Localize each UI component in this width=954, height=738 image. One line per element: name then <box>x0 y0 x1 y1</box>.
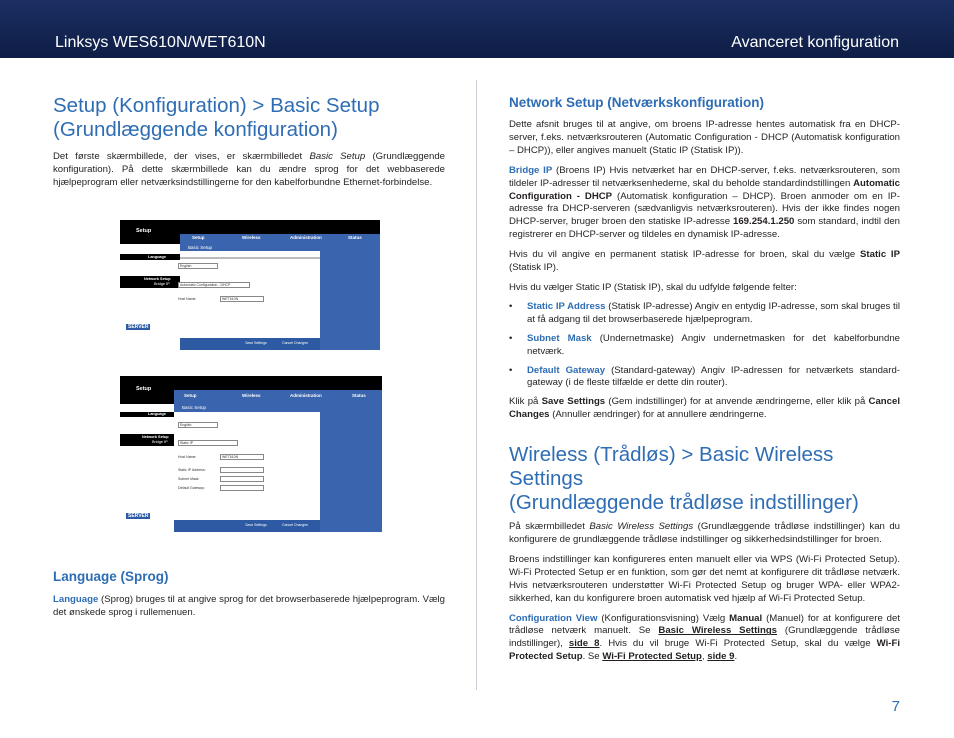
network-paragraph: Dette afsnit bruges til at angive, om broens IP-adresse hentes automatisk fra en DHCP-server, f.eks. netværksrouteren (Automatic Configuration - DHCP (Automatisk konfiguration – DHCP)), eller angives manuelt (Static IP (Statisk IP)). <box>509 119 900 156</box>
shot-mask-field <box>220 476 264 482</box>
basic-wireless-settings-link[interactable]: Basic Wireless Settings <box>658 625 778 637</box>
click-text-2: (Gem indstillinger) for at anvende ændringerne, eller klik på <box>605 396 869 408</box>
bridge-text-3: som standard, indtil den registrerer en DHCP-server og tildeles en dynamisk IP-adresse. <box>509 216 900 241</box>
shot-save-button: Save Settings <box>242 522 270 529</box>
static-ip-address-text: (Statisk IP-adresse) Angiv en entydig IP-adresse, som skal bruges til at få adgang til det browserbaserede hjælpeprogram. <box>527 300 900 325</box>
static-text-1: Hvis du vil angive en permanent statisk IP-adresse for broen, skal du vælge <box>509 249 861 261</box>
cv-text-3: (Grundlæggende trådløse indstillinger), <box>509 625 900 650</box>
static-ip-address-term: Static IP Address <box>527 300 606 312</box>
shot-tab-setup: Setup <box>192 235 205 240</box>
wps-paragraph: Broens indstillinger kan konfigureres enten manuelt eller via WPS (Wi-Fi Protected Setup). Wi-Fi Protected Setup er en funktion, som gør det nemt at konfigurere dit trådløse netværk. Hvis netværksrouteren understøtter Wi-Fi Protected Setup og bruger WPA- eller WPA2-sikkerhed, kan du konfigurere broen automatisk ved hjælp af Wi-Fi Protected Setup. <box>509 553 900 604</box>
manual-term: Manual <box>729 612 763 624</box>
shot-tab-setup: Setup <box>184 393 197 398</box>
static-ip-screenshot <box>120 376 382 532</box>
left-column <box>53 94 445 190</box>
wireless-intro-paragraph <box>509 521 900 547</box>
save-cancel-paragraph <box>509 396 900 422</box>
network-setup-heading: Network Setup (Netværkskonfiguration) <box>509 95 765 110</box>
intro-paragraph <box>53 151 445 190</box>
header-chapter-title: Avanceret konfiguration <box>731 34 899 51</box>
shot-language-label: Language <box>148 254 166 259</box>
wps-link[interactable]: Wi-Fi Protected Setup <box>602 651 702 663</box>
header-product-name: Linksys WES610N/WET610N <box>55 34 266 51</box>
wireless-text-1: På skærmbilledet <box>509 521 590 533</box>
shot-ip-value: Automatic Configuration - DHCP <box>180 283 231 287</box>
shot-nav-tabs <box>174 390 382 404</box>
shot-static-ip-field <box>220 467 264 473</box>
section-title-basic-setup <box>53 94 445 142</box>
intro-text: Det første skærmbillede, der vises, er skærmbilledet <box>53 151 310 162</box>
language-term: Language <box>53 594 99 605</box>
bridge-text-1: (Broens IP) Hvis netværket har en DHCP-server, f.eks. netværksrouteren, som tildeler IP-adresser til netværksenhederne, skal du beholde standardindstillingen <box>509 164 900 189</box>
list-item <box>509 333 900 359</box>
title-line-1: Setup (Konfiguration) > Basic Setup <box>53 94 380 117</box>
static-bold: Static IP <box>860 249 900 261</box>
save-settings-term: Save Settings <box>541 396 606 408</box>
cv-text-7: . <box>734 651 738 663</box>
intro-emphasis: Basic Setup <box>309 151 366 162</box>
shot-host-value: WET610N <box>222 455 239 459</box>
shot-tab-status: Status <box>348 235 362 240</box>
shot-logo: SERVER <box>128 324 149 330</box>
subnet-mask-text: (Undernetmaske) Angiv undernetmasken for det kabelforbundne netværk. <box>527 332 900 357</box>
language-paragraph <box>53 594 445 620</box>
shot-bridge-label: Bridge IP <box>154 282 170 286</box>
default-gateway-term: Default Gateway <box>527 364 606 376</box>
page-header <box>0 0 954 58</box>
language-section <box>53 569 445 620</box>
shot-language-label: Language <box>148 412 166 416</box>
bridge-bold: Automatic Configuration - DHCP <box>509 177 900 202</box>
shot-static-ip-label: Static IP Address: <box>178 468 206 472</box>
wireless-text-2: (Grundlæggende trådløse indstillinger) kan du konfigurere de grundlæggende trådløse indstillinger og sikkerhedsindstillinger for broen. <box>509 521 901 546</box>
shot-language-value: English <box>180 264 192 268</box>
shot-host-value: WET610N <box>222 297 239 301</box>
shot-host-label: Host Name: <box>178 455 197 459</box>
static-ip-paragraph <box>509 249 900 275</box>
section-title-wireless <box>509 443 900 515</box>
shot-gateway-field <box>220 485 264 491</box>
cv-text-6: , <box>701 651 708 663</box>
list-item <box>509 365 900 391</box>
cancel-changes-term: Cancel Changes <box>509 396 900 421</box>
wps-term: Wi-Fi Protected Setup <box>509 638 900 663</box>
bridge-ip-paragraph <box>509 165 900 242</box>
shot-logo: SERVER <box>128 513 149 519</box>
configuration-view-term: Configuration View <box>509 612 598 624</box>
shot-host-label: Host Name: <box>178 297 197 301</box>
shot-mask-label: Subnet Mask: <box>178 477 200 481</box>
configuration-view-paragraph <box>509 613 900 665</box>
shot-right-panel <box>320 251 380 350</box>
page-9-link[interactable]: side 9 <box>707 651 735 663</box>
shot-save-button: Save Settings <box>242 340 270 347</box>
shot-language-value: English <box>180 423 192 427</box>
language-heading: Language (Sprog) <box>53 569 169 584</box>
basic-setup-screenshot <box>120 220 380 350</box>
shot-cancel-button: Cancel Changes <box>278 340 312 347</box>
shot-language-line <box>180 257 320 259</box>
shot-right-panel <box>320 412 382 532</box>
right-column <box>509 95 900 664</box>
cv-text-4: . Hvis du vil bruge Wi-Fi Protected Setup, skal du vælge <box>599 638 877 650</box>
shot-tab-status: Status <box>352 393 366 398</box>
shot-network-label: Network Setup <box>142 435 169 439</box>
intro-text-2: (Grundlæggende konfiguration). På dette skærmbillede kan du ændre sprog for det webbaserede hjælpeprogram eller netværksindstillingerne for den kabelforbundne Ethernet-forbindelse. <box>53 151 446 188</box>
subnet-mask-term: Subnet Mask <box>527 332 592 344</box>
shot-tab-administration: Administration <box>290 235 322 240</box>
page-8-link[interactable]: side 8 <box>568 638 600 650</box>
list-item <box>509 301 900 327</box>
static-fields-list <box>509 301 900 390</box>
column-divider <box>476 80 477 690</box>
static-text-2: (Statisk IP). <box>509 262 559 274</box>
click-text-1: Klik på <box>509 396 542 408</box>
shot-subtab: Basic Setup <box>188 245 213 250</box>
shot-brand: Setup <box>136 386 152 392</box>
wireless-emphasis: Basic Wireless Settings <box>589 521 694 533</box>
title-line-1: Wireless (Trådløs) > Basic Wireless Settings <box>509 443 834 491</box>
bridge-text-2: (Automatisk konfiguration – DHCP). Broen anmoder om en IP-adresse fra DHCP-serveren (sædvanligvis netværksrouteren). Hvis der ikke findes nogen DHCP-server, bruger broen den statiske IP-adresse <box>509 190 900 228</box>
shot-ip-value: Static IP <box>180 441 194 445</box>
title-line-2: (Grundlæggende trådløse indstillinger) <box>509 491 859 515</box>
shot-bridge-label: Bridge IP <box>152 440 168 444</box>
static-fields-paragraph: Hvis du vælger Static IP (Statisk IP), skal du udfylde følgende felter: <box>509 281 797 293</box>
bridge-ip-term: Bridge IP <box>509 164 553 176</box>
cv-text-1: (Konfigurationsvisning) Vælg <box>597 612 730 624</box>
title-line-2: (Grundlæggende konfiguration) <box>53 118 338 141</box>
bridge-ip-value: 169.254.1.250 <box>733 216 795 228</box>
cv-text-2: (Manuel) for at konfigurere det trådløse netværk manuelt. Se <box>509 612 901 637</box>
shot-subtab: Basic Setup <box>182 405 207 410</box>
shot-gateway-label: Default Gateway: <box>178 486 205 490</box>
default-gateway-text: (Standard-gateway) Angiv IP-adressen for netværkets standard-gateway (i de fleste tilfælde er dette din router). <box>527 364 900 389</box>
shot-tab-administration: Administration <box>290 393 322 398</box>
language-text: (Sprog) bruges til at angive sprog for det browserbaserede hjælpeprogram. Vælg det ønskede sprog i rullemenuen. <box>53 594 445 618</box>
page-number: 7 <box>891 698 900 715</box>
shot-tab-wireless: Wireless <box>242 393 261 398</box>
shot-tab-wireless: Wireless <box>242 235 261 240</box>
shot-brand: Setup <box>136 228 152 234</box>
click-text-3: (Annuller ændringer) for at annullere ændringerne. <box>549 409 767 421</box>
shot-cancel-button: Cancel Changes <box>278 522 312 529</box>
cv-text-5: . Se <box>582 651 603 663</box>
shot-network-label: Network Setup <box>144 277 171 281</box>
